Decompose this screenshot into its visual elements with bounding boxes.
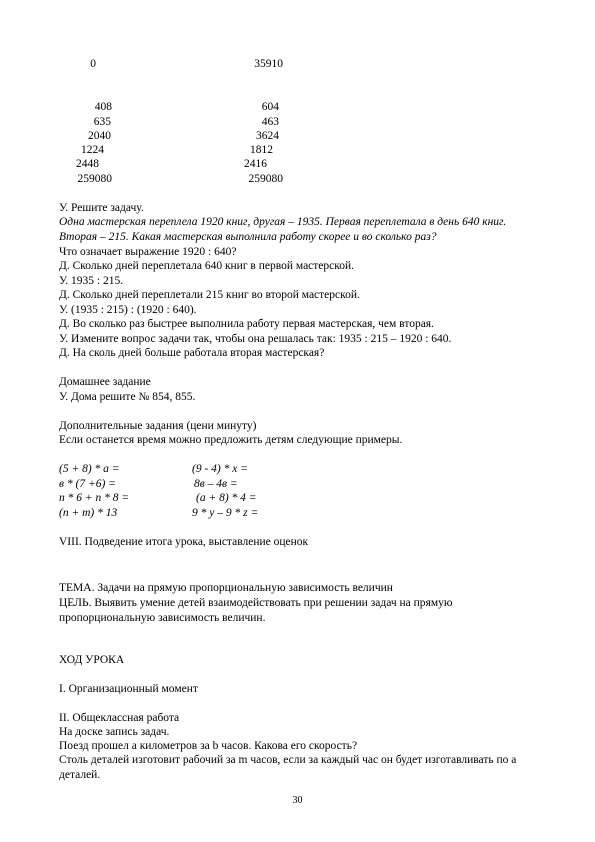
column-right-value: 3624 — [256, 130, 279, 142]
column-right-value: 463 — [261, 116, 279, 128]
column-left-value: 635 — [93, 116, 111, 128]
column-right-value: 2416 — [244, 158, 267, 170]
task-dialogue-line: У. (1935 : 215) : (1920 : 640). — [59, 304, 197, 316]
column-top-left: 0 — [90, 58, 96, 70]
lesson-task: Поезд прошел а километров за b часов. Какова его скорость? — [59, 740, 358, 752]
column-right-value: 1812 — [250, 144, 273, 156]
class-work-heading: II. Общеклассная работа — [59, 712, 180, 724]
task-dialogue-line: У. 1935 : 215. — [59, 275, 124, 287]
example-left: в * (7 +6) = — [59, 478, 116, 490]
board-note: На доске запись задач. — [59, 726, 170, 738]
organizational-moment: I. Организационный момент — [59, 683, 198, 695]
example-left: (5 + 8) * а = — [59, 463, 120, 475]
homework-text: У. Дома решите № 854, 855. — [59, 391, 196, 403]
example-left: (п + т) * 13 — [59, 507, 118, 519]
task-dialogue-line: Д. Во сколько раз быстрее выполнила работу первая мастерская, чем вторая. — [59, 318, 434, 330]
extra-text: Если останется время можно предложить детям следующие примеры. — [59, 434, 403, 446]
column-left-value: 2040 — [88, 130, 111, 142]
column-left-value: 2448 — [76, 158, 99, 170]
task-dialogue-line: Д. На сколь дней больше работала вторая мастерская? — [59, 347, 325, 359]
column-top-right: 35910 — [254, 58, 283, 70]
example-right: 8в – 4в = — [194, 478, 238, 490]
task-dialogue-line: Что означает выражение 1920 : 640? — [59, 246, 237, 258]
example-right: 9 * у – 9 * z = — [192, 507, 259, 519]
task-dialogue-line: Д. Сколько дней переплетали 215 книг во второй мастерской. — [59, 289, 360, 301]
lesson-task: Столь деталей изготовит рабочий за m часов, если за каждый час он будет изготавливать по a деталей. — [59, 754, 517, 781]
page-number: 30 — [292, 795, 303, 806]
lesson-theme: ТЕМА. Задачи на прямую пропорциональную зависимость величин — [59, 582, 393, 594]
example-right: (а + 8) * 4 = — [196, 492, 257, 504]
column-right-value: 259080 — [248, 173, 283, 185]
extra-title: Дополнительные задания (цени минуту) — [59, 420, 257, 432]
task-dialogue-line: Д. Сколько дней переплетала 640 книг в первой мастерской. — [59, 260, 355, 272]
task-problem-line: Вторая – 215. Какая мастерская выполнила работу скорее и во сколько раз? — [59, 231, 437, 243]
task-dialogue-line: У. Измените вопрос задачи так, чтобы она решалась так: 1935 : 215 – 1920 : 640. — [59, 333, 452, 345]
example-left: п * 6 + п * 8 = — [59, 492, 130, 504]
homework-title: Домашнее задание — [59, 376, 151, 388]
task-problem-line: Одна мастерская переплела 1920 книг, другая – 1935. Первая переплетала в день 640 книг. — [59, 216, 507, 228]
column-left-value: 1224 — [81, 144, 104, 156]
lesson-course-heading: ХОД УРОКА — [59, 654, 125, 666]
example-right: (9 - 4) * х = — [192, 463, 248, 475]
lesson-goal: ЦЕЛЬ. Выявить умение детей взаимодействовать при решении задач на прямую пропорциональную зависимость величин. — [59, 597, 453, 624]
column-left-value: 408 — [94, 101, 112, 113]
column-right-value: 604 — [261, 101, 279, 113]
summary-heading: VIII. Подведение итога урока, выставление оценок — [59, 536, 309, 548]
column-left-value: 259080 — [77, 173, 112, 185]
task-heading: У. Решите задачу. — [59, 202, 144, 214]
